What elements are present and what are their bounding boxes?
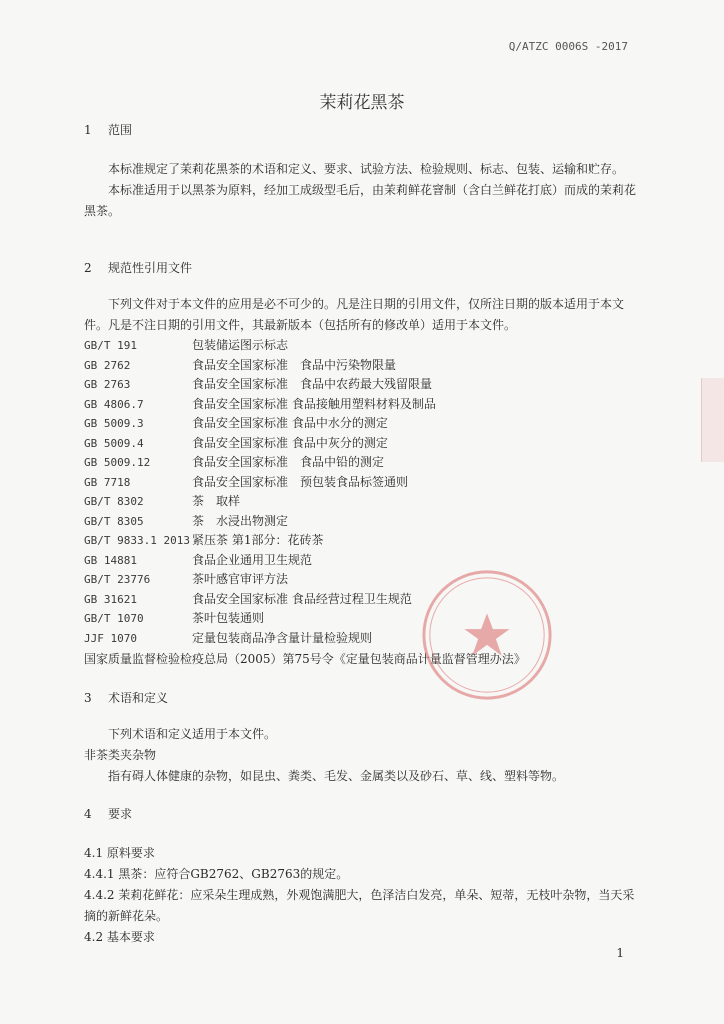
section-normative-references bbox=[84, 258, 644, 279]
reference-row bbox=[84, 629, 644, 649]
reference-title: 定量包装商品净含量计量检验规则 bbox=[192, 630, 373, 645]
reference-row bbox=[84, 473, 644, 493]
section-title: 要求 bbox=[108, 807, 133, 821]
section-heading bbox=[84, 120, 644, 141]
reference-code: GB 2762 bbox=[84, 358, 131, 372]
terms-body bbox=[84, 724, 644, 787]
reference-row bbox=[84, 492, 644, 512]
reference-title: 茶叶包装通则 bbox=[192, 611, 265, 625]
reference-code: GB/T 191 bbox=[84, 339, 137, 352]
reference-code: GB 2763 bbox=[84, 378, 131, 391]
section-scope bbox=[84, 120, 644, 141]
reference-row bbox=[84, 375, 644, 395]
reference-title: 食品安全国家标准 预包装食品标签通则 bbox=[192, 474, 409, 489]
section-terms bbox=[84, 688, 644, 709]
reference-title: 食品安全国家标准 食品中铅的测定 bbox=[192, 455, 385, 469]
reference-title: 茶 水浸出物测定 bbox=[192, 513, 289, 528]
reference-code: GB 31621 bbox=[84, 592, 137, 606]
reference-title: 食品安全国家标准 食品接触用塑料材料及制品 bbox=[192, 396, 436, 411]
section-number: 4 bbox=[84, 807, 92, 821]
section-heading bbox=[84, 804, 644, 825]
scope-paragraph-1: 本标准规定了茉莉花黑茶的术语和定义、要求、试验方法、检验规则、标志、包装、运输和贮存。 bbox=[108, 162, 625, 176]
reference-row bbox=[84, 356, 644, 376]
reference-title: 食品安全国家标准 食品中污染物限量 bbox=[192, 357, 397, 372]
reference-code: GB 14881 bbox=[84, 553, 137, 567]
reference-list bbox=[84, 336, 644, 648]
section-requirements bbox=[84, 804, 644, 825]
reference-row bbox=[84, 453, 644, 473]
reference-title: 食品安全国家标准 食品经营过程卫生规范 bbox=[192, 591, 412, 606]
section-number: 2 bbox=[84, 261, 92, 275]
section-title: 范围 bbox=[108, 123, 133, 137]
requirement-item: 4.4.1 黑茶：应符合GB2762、GB2763的规定。 bbox=[84, 867, 349, 881]
reference-title: 紧压茶 第1部分：花砖茶 bbox=[192, 533, 324, 547]
reference-title: 食品企业通用卫生规范 bbox=[192, 552, 313, 567]
reference-code: GB 5009.12 bbox=[84, 456, 151, 469]
document-title: 茉莉花黑茶 bbox=[319, 93, 405, 113]
requirements-body bbox=[84, 843, 644, 948]
reference-code: GB 7718 bbox=[84, 475, 131, 489]
scope-paragraph-2: 本标准适用于以黑茶为原料，经加工成级型毛后，由茉莉鲜花窨制（含白兰鲜花打底）而成的茉莉花黑茶。 bbox=[84, 183, 637, 218]
page-number: 1 bbox=[616, 946, 624, 960]
references-intro bbox=[84, 294, 644, 336]
section-title: 术语和定义 bbox=[108, 691, 169, 705]
terms-intro: 下列术语和定义适用于本文件。 bbox=[108, 727, 277, 741]
reference-row bbox=[84, 434, 644, 454]
reference-row bbox=[84, 531, 644, 551]
company-seal-icon bbox=[418, 566, 556, 704]
reference-title: 茶 取样 bbox=[192, 494, 241, 508]
reference-row bbox=[84, 336, 644, 356]
reference-row bbox=[84, 590, 644, 610]
reference-title: 食品安全国家标准 食品中水分的测定 bbox=[192, 416, 388, 430]
reference-code: GB 5009.4 bbox=[84, 436, 144, 450]
reference-code: JJF 1070 bbox=[84, 631, 137, 645]
section-number: 1 bbox=[84, 123, 92, 137]
term-name: 非茶类夹杂物 bbox=[84, 748, 157, 762]
reference-row bbox=[84, 414, 644, 434]
reference-row bbox=[84, 512, 644, 532]
reference-row bbox=[84, 395, 644, 415]
subsection-heading: 4.2 基本要求 bbox=[84, 930, 155, 944]
references-intro-text: 下列文件对于本文件的应用是必不可少的。凡是注日期的引用文件，仅所注日期的版本适用于本文件。凡是不注日期的引用文件，其最新版本（包括所有的修改单）适用于本文件。 bbox=[84, 297, 625, 332]
section-heading bbox=[84, 258, 644, 279]
document-code: Q/ATZC 0006S -2017 bbox=[508, 40, 628, 53]
reference-note: 国家质量监督检验检疫总局（2005）第75号令《定量包装商品计量监督管理办法》 bbox=[84, 652, 526, 666]
reference-code: GB/T 9833.1 2013 bbox=[84, 534, 190, 547]
reference-row bbox=[84, 570, 644, 590]
reference-title: 食品安全国家标准 食品中灰分的测定 bbox=[192, 435, 388, 450]
term-definition: 指有碍人体健康的杂物，如昆虫、粪类、毛发、金属类以及砂石、草、线、塑料等物。 bbox=[108, 769, 565, 783]
reference-code: GB 5009.3 bbox=[84, 417, 144, 430]
edge-stamp bbox=[701, 378, 724, 462]
reference-row bbox=[84, 551, 644, 571]
section-number: 3 bbox=[84, 691, 92, 705]
reference-code: GB/T 8302 bbox=[84, 495, 144, 508]
requirement-item: 4.4.2 茉莉花鲜花：应采朵生理成熟，外观饱满肥大，色泽洁白发亮，单朵、短蒂，无枝叶杂物，当天采摘的新鲜花朵。 bbox=[84, 888, 635, 923]
reference-title: 食品安全国家标准 食品中农药最大残留限量 bbox=[192, 377, 433, 391]
reference-row bbox=[84, 609, 644, 629]
section-heading bbox=[84, 688, 644, 709]
reference-code: GB 4806.7 bbox=[84, 397, 144, 411]
section-title: 规范性引用文件 bbox=[108, 261, 193, 275]
subsection-heading: 4.1 原料要求 bbox=[84, 846, 155, 860]
reference-code: GB/T 8305 bbox=[84, 514, 144, 528]
reference-title: 茶叶感官审评方法 bbox=[192, 572, 289, 586]
reference-title: 包装储运图示标志 bbox=[192, 338, 289, 352]
scope-paragraphs bbox=[84, 159, 644, 222]
reference-code: GB/T 23776 bbox=[84, 573, 151, 586]
reference-code: GB/T 1070 bbox=[84, 612, 144, 625]
